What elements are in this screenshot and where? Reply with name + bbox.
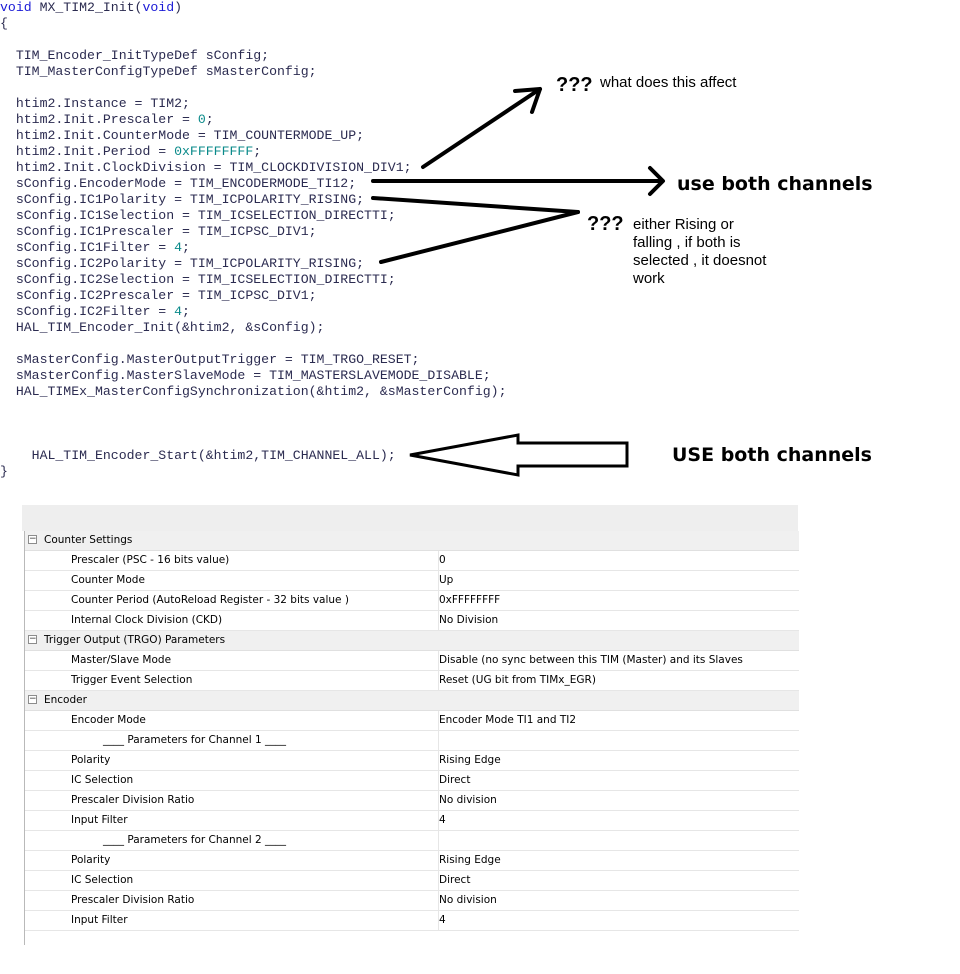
code-line: sConfig.IC1Polarity = TIM_ICPOLARITY_RISING; xyxy=(0,192,365,207)
group-title: Trigger Output (TRGO) Parameters xyxy=(44,634,226,646)
note-what-does-this-affect: what does this affect xyxy=(600,74,737,91)
property-name: Input Filter xyxy=(71,914,128,926)
property-row[interactable] xyxy=(25,591,799,611)
group-encoder[interactable] xyxy=(25,691,799,711)
channel-2-subheader xyxy=(25,831,799,851)
property-row[interactable] xyxy=(25,911,799,931)
property-row[interactable] xyxy=(25,551,799,571)
property-row[interactable] xyxy=(25,791,799,811)
property-row[interactable] xyxy=(25,671,799,691)
arrow-to-question-1 xyxy=(423,89,540,167)
property-value[interactable]: No division xyxy=(439,794,497,806)
property-value[interactable]: 4 xyxy=(439,814,446,826)
property-name: IC Selection xyxy=(71,774,134,786)
code-line: sConfig.IC1Prescaler = TIM_ICPSC_DIV1; xyxy=(0,224,317,239)
property-value[interactable]: 4 xyxy=(439,914,446,926)
property-value[interactable]: Rising Edge xyxy=(439,754,501,766)
property-name: Prescaler (PSC - 16 bits value) xyxy=(71,554,230,566)
code-line: sConfig.EncoderMode = TIM_ENCODERMODE_TI12; xyxy=(0,176,357,191)
property-name: Trigger Event Selection xyxy=(71,674,193,686)
collapse-icon[interactable]: − xyxy=(29,694,37,704)
property-row[interactable] xyxy=(25,891,799,911)
note-use-both-channels: use both channels xyxy=(677,173,873,195)
property-value[interactable]: Direct xyxy=(439,874,471,886)
hollow-arrow-to-encoder-start xyxy=(410,435,627,475)
property-row[interactable] xyxy=(25,651,799,671)
property-name: Internal Clock Division (CKD) xyxy=(71,614,223,626)
property-name: Polarity xyxy=(71,854,111,866)
property-name: Prescaler Division Ratio xyxy=(71,894,195,906)
code-line: htim2.Init.ClockDivision = TIM_CLOCKDIVISION_DIV1; xyxy=(0,160,412,175)
property-row[interactable] xyxy=(25,571,799,591)
code-line: TIM_Encoder_InitTypeDef sConfig; xyxy=(0,48,270,63)
note-use-both-channels-2: USE both channels xyxy=(672,444,872,466)
code-line: sConfig.IC2Filter = 4; xyxy=(0,304,190,319)
code-line: void MX_TIM2_Init(void) xyxy=(0,0,183,15)
property-value[interactable]: Encoder Mode TI1 and TI2 xyxy=(439,714,577,726)
code-line: sConfig.IC1Selection = TIM_ICSELECTION_DIRECTTI; xyxy=(0,208,396,223)
code-line: sMasterConfig.MasterSlaveMode = TIM_MASTERSLAVEMODE_DISABLE; xyxy=(0,368,491,383)
code-line: TIM_MasterConfigTypeDef sMasterConfig; xyxy=(0,64,317,79)
code-line: sMasterConfig.MasterOutputTrigger = TIM_TRGO_RESET; xyxy=(0,352,420,367)
code-line: sConfig.IC2Selection = TIM_ICSELECTION_DIRECTTI; xyxy=(0,272,396,287)
collapse-icon[interactable]: − xyxy=(29,634,37,644)
property-name: Counter Mode xyxy=(71,574,145,586)
property-name: Prescaler Division Ratio xyxy=(71,794,195,806)
question-mark-1: ??? xyxy=(556,74,593,96)
code-line: } xyxy=(0,464,8,479)
property-value[interactable]: Rising Edge xyxy=(439,854,501,866)
property-value[interactable]: Up xyxy=(439,574,454,586)
property-name: Polarity xyxy=(71,754,111,766)
property-name: IC Selection xyxy=(71,874,134,886)
code-line: sConfig.IC2Polarity = TIM_ICPOLARITY_RISING; xyxy=(0,256,365,271)
group-counter-settings[interactable] xyxy=(25,531,799,551)
property-row[interactable] xyxy=(25,811,799,831)
code-line: { xyxy=(0,16,8,31)
collapse-icon[interactable]: − xyxy=(29,534,37,544)
code-line: sConfig.IC2Prescaler = TIM_ICPSC_DIV1; xyxy=(0,288,317,303)
question-mark-2: ??? xyxy=(587,213,624,235)
property-grid xyxy=(24,531,799,945)
property-name: ____ Parameters for Channel 2 ____ xyxy=(103,834,287,846)
note-rising-or-falling: either Rising or falling , if both is selected , it doesnot work xyxy=(633,216,767,287)
property-row[interactable] xyxy=(25,611,799,631)
property-value[interactable]: No division xyxy=(439,894,497,906)
code-line: HAL_TIM_Encoder_Init(&htim2, &sConfig); xyxy=(0,320,325,335)
property-name: Input Filter xyxy=(71,814,128,826)
code-line: HAL_TIM_Encoder_Start(&htim2,TIM_CHANNEL_ALL); xyxy=(0,448,396,463)
code-line: sConfig.IC1Filter = 4; xyxy=(0,240,190,255)
property-name: Encoder Mode xyxy=(71,714,146,726)
property-row[interactable] xyxy=(25,751,799,771)
code-line: htim2.Init.Prescaler = 0; xyxy=(0,112,214,127)
property-value[interactable]: Direct xyxy=(439,774,471,786)
group-title: Counter Settings xyxy=(44,534,133,546)
panel-header xyxy=(22,505,798,531)
property-value[interactable]: 0xFFFFFFFF xyxy=(439,594,501,606)
code-line: HAL_TIMEx_MasterConfigSynchronization(&htim2, &sMasterConfig); xyxy=(0,384,507,399)
property-value[interactable]: Disable (no sync between this TIM (Master) and its Slaves xyxy=(439,654,743,666)
code-line: htim2.Init.Period = 0xFFFFFFFF; xyxy=(0,144,262,159)
property-row[interactable] xyxy=(25,771,799,791)
line-ic1-polarity-to-question-2 xyxy=(373,198,578,212)
property-row[interactable] xyxy=(25,871,799,891)
configuration-panel xyxy=(22,505,798,945)
property-value[interactable]: Reset (UG bit from TIMx_EGR) xyxy=(439,674,596,686)
property-name: ____ Parameters for Channel 1 ____ xyxy=(103,734,287,746)
channel-1-subheader xyxy=(25,731,799,751)
property-name: Counter Period (AutoReload Register - 32 bits value ) xyxy=(71,594,349,606)
property-name: Master/Slave Mode xyxy=(71,654,172,666)
property-value[interactable]: No Division xyxy=(439,614,499,626)
code-line: htim2.Instance = TIM2; xyxy=(0,96,190,111)
property-row[interactable] xyxy=(25,851,799,871)
property-row[interactable] xyxy=(25,711,799,731)
group-title: Encoder xyxy=(44,694,87,706)
group-trigger-output[interactable] xyxy=(25,631,799,651)
line-ic2-polarity-to-question-2 xyxy=(381,212,578,262)
property-value[interactable]: 0 xyxy=(439,554,446,566)
code-line: htim2.Init.CounterMode = TIM_COUNTERMODE_UP; xyxy=(0,128,365,143)
